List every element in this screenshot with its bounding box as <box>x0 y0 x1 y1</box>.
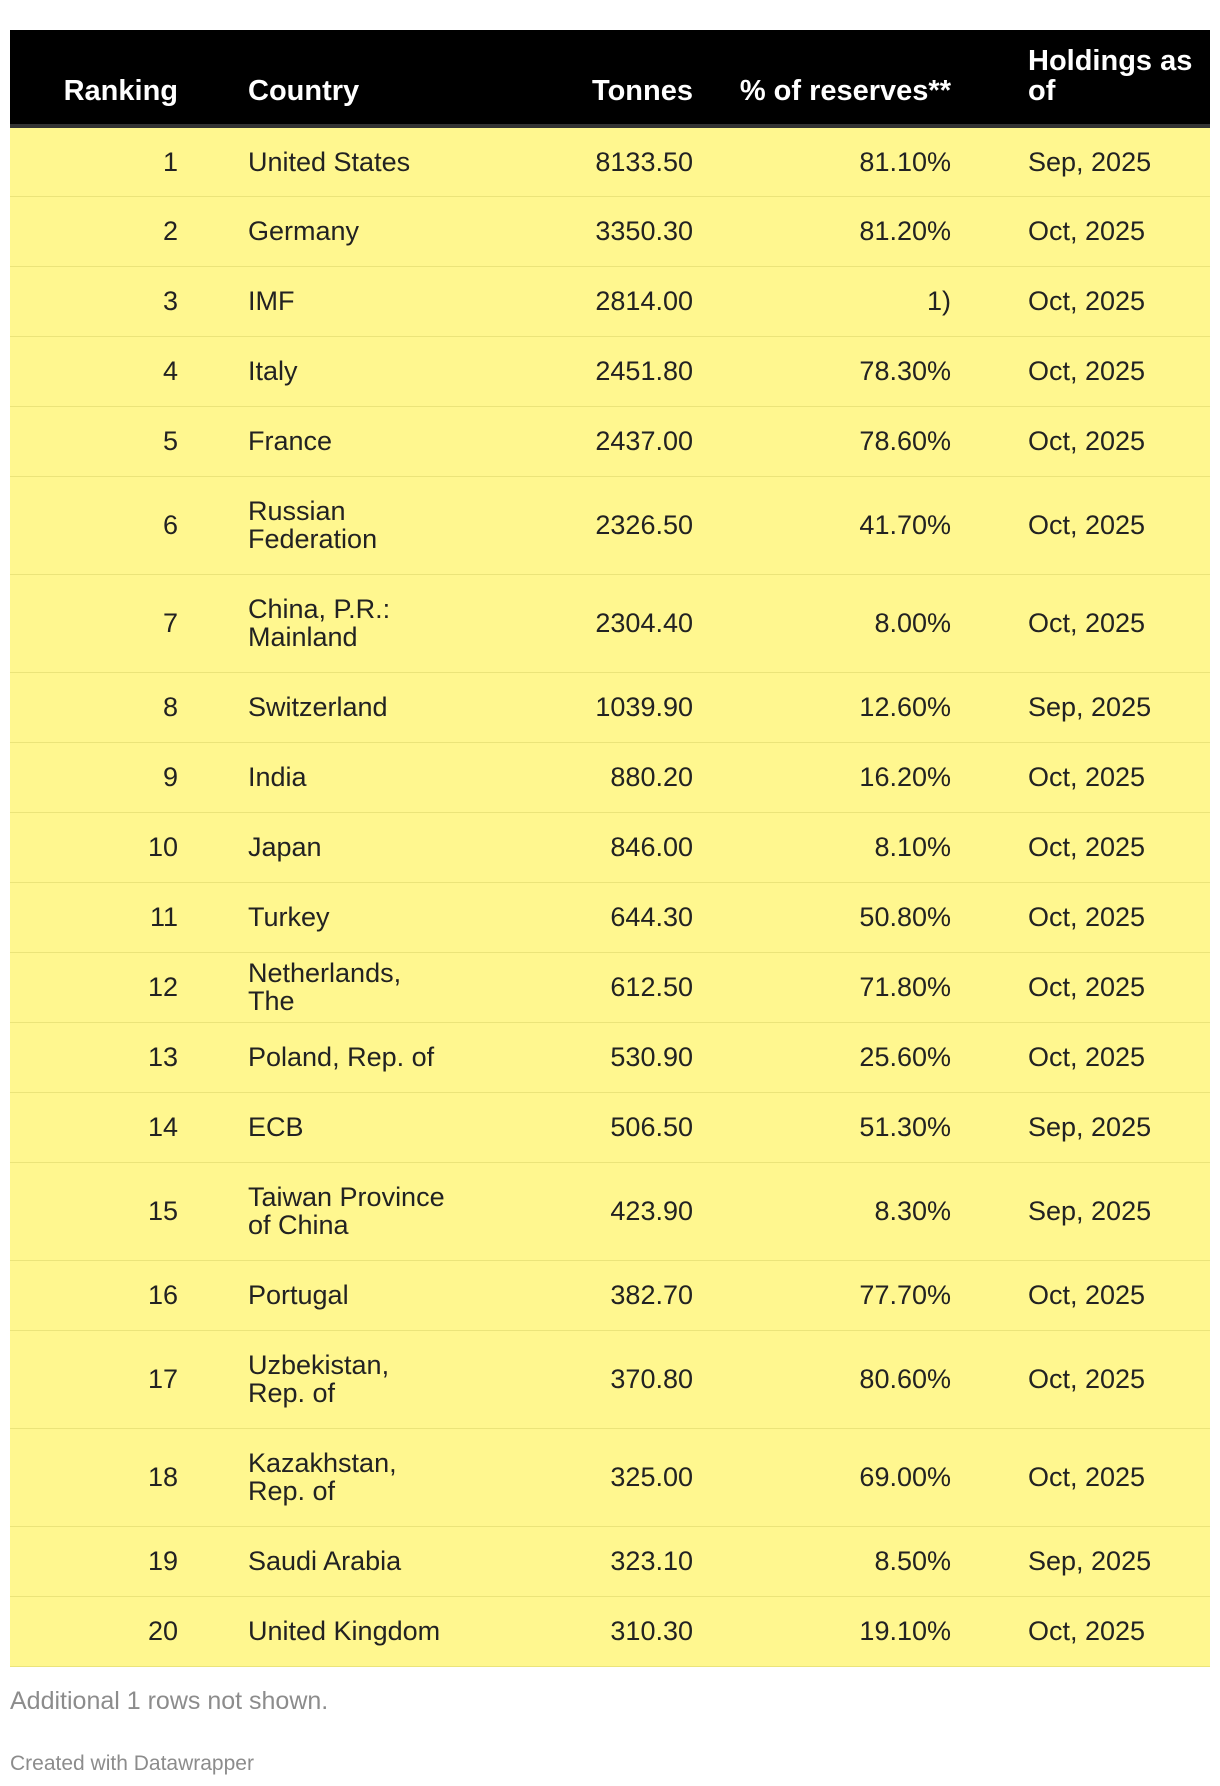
table-header-row <box>10 30 1210 126</box>
table-row <box>10 1330 1210 1428</box>
cell-ranking: 13 <box>147 1042 178 1072</box>
table-row <box>10 742 1210 812</box>
cell-percent-reserves: 80.60% <box>859 1364 951 1394</box>
cell-percent-reserves: 19.10% <box>859 1616 951 1646</box>
cell-ranking: 8 <box>162 692 178 722</box>
cell-percent-reserves: 81.10% <box>859 146 951 177</box>
cell-percent-reserves: 81.20% <box>859 216 951 246</box>
table-row <box>10 1092 1210 1162</box>
cell-percent-reserves: 71.80% <box>859 972 951 1002</box>
cell-ranking: 3 <box>162 286 178 316</box>
column-header-ranking[interactable]: Ranking <box>10 30 185 126</box>
datawrapper-credit: Created with Datawrapper <box>10 1752 254 1775</box>
cell-percent-reserves: 51.30% <box>859 1112 951 1142</box>
cell-tonnes: 325.00 <box>610 1462 693 1492</box>
cell-country: United States <box>248 146 411 177</box>
cell-ranking: 14 <box>147 1112 178 1142</box>
cell-country: United Kingdom <box>248 1616 441 1646</box>
cell-country: Uzbekistan, Rep. of <box>248 1350 390 1408</box>
cell-country: Poland, Rep. of <box>248 1042 435 1072</box>
table-row <box>10 882 1210 952</box>
cell-holdings-as-of: Sep, 2025 <box>1028 692 1152 722</box>
cell-tonnes: 323.10 <box>610 1546 693 1576</box>
cell-tonnes: 2814.00 <box>595 286 693 316</box>
cell-holdings-as-of: Oct, 2025 <box>1028 286 1146 316</box>
cell-tonnes: 310.30 <box>610 1616 693 1646</box>
cell-percent-reserves: 16.20% <box>859 762 951 792</box>
cell-country: Japan <box>248 832 322 862</box>
table-row <box>10 406 1210 476</box>
cell-ranking: 9 <box>162 762 178 792</box>
cell-holdings-as-of: Oct, 2025 <box>1028 1616 1146 1646</box>
cell-country: Germany <box>248 216 360 246</box>
table-row <box>10 196 1210 266</box>
cell-percent-reserves: 50.80% <box>859 902 951 932</box>
cell-holdings-as-of: Oct, 2025 <box>1028 902 1146 932</box>
cell-country: France <box>248 426 333 456</box>
cell-holdings-as-of: Oct, 2025 <box>1028 762 1146 792</box>
cell-holdings-as-of: Oct, 2025 <box>1028 1280 1146 1310</box>
table-row <box>10 1526 1210 1596</box>
cell-tonnes: 644.30 <box>610 902 693 932</box>
cell-tonnes: 2437.00 <box>595 426 693 456</box>
cell-holdings-as-of: Oct, 2025 <box>1028 1364 1146 1394</box>
cell-holdings-as-of: Oct, 2025 <box>1028 1462 1146 1492</box>
table-row <box>10 1022 1210 1092</box>
cell-holdings-as-of: Oct, 2025 <box>1028 356 1146 386</box>
cell-country: Portugal <box>248 1280 349 1310</box>
table-row <box>10 336 1210 406</box>
cell-tonnes: 2304.40 <box>595 608 693 638</box>
cell-percent-reserves: 25.60% <box>859 1042 951 1072</box>
cell-country: IMF <box>248 286 295 316</box>
cell-tonnes: 3350.30 <box>595 216 693 246</box>
cell-holdings-as-of: Sep, 2025 <box>1028 1546 1152 1576</box>
cell-holdings-as-of: Oct, 2025 <box>1028 832 1146 862</box>
cell-ranking: 17 <box>147 1364 178 1394</box>
table-body <box>10 126 1210 1666</box>
cell-country: Italy <box>248 356 298 386</box>
table-row <box>10 476 1210 574</box>
cell-percent-reserves: 69.00% <box>859 1462 951 1492</box>
cell-country: Russian Federation <box>248 496 378 554</box>
cell-percent-reserves: 78.60% <box>859 426 951 456</box>
cell-tonnes: 880.20 <box>610 762 693 792</box>
cell-percent-reserves: 12.60% <box>859 692 951 722</box>
cell-country: Kazakhstan, Rep. of <box>248 1448 397 1506</box>
cell-tonnes: 612.50 <box>610 972 693 1002</box>
gold-reserves-table <box>10 30 1210 1667</box>
cell-percent-reserves: 8.30% <box>874 1196 951 1226</box>
data-table-container <box>10 30 1210 1667</box>
cell-tonnes: 8133.50 <box>595 146 693 177</box>
column-header-holdings-as-of[interactable]: Holdings as of <box>965 30 1210 126</box>
cell-holdings-as-of: Oct, 2025 <box>1028 426 1146 456</box>
cell-holdings-as-of: Oct, 2025 <box>1028 608 1146 638</box>
cell-country: Switzerland <box>248 692 388 722</box>
table-row <box>10 672 1210 742</box>
cell-holdings-as-of: Sep, 2025 <box>1028 1196 1152 1226</box>
cell-ranking: 18 <box>147 1462 178 1492</box>
cell-percent-reserves: 8.50% <box>874 1546 951 1576</box>
cell-ranking: 11 <box>149 902 178 932</box>
cell-ranking: 7 <box>162 608 178 638</box>
cell-ranking: 5 <box>162 426 178 456</box>
cell-percent-reserves: 78.30% <box>859 356 951 386</box>
cell-country: Turkey <box>248 902 330 932</box>
table-row <box>10 574 1210 672</box>
table-row <box>10 1260 1210 1330</box>
cell-percent-reserves: 8.10% <box>874 832 951 862</box>
cell-percent-reserves: 77.70% <box>859 1280 951 1310</box>
cell-tonnes: 370.80 <box>610 1364 693 1394</box>
cell-holdings-as-of: Sep, 2025 <box>1028 1112 1152 1142</box>
cell-ranking: 16 <box>147 1280 178 1310</box>
table-row <box>10 952 1210 1022</box>
cell-tonnes: 846.00 <box>610 832 693 862</box>
cell-country: Netherlands, The <box>248 958 402 1016</box>
cell-country: ECB <box>248 1112 304 1142</box>
cell-tonnes: 382.70 <box>610 1280 693 1310</box>
cell-ranking: 19 <box>147 1546 178 1576</box>
cell-tonnes: 506.50 <box>610 1112 693 1142</box>
cell-ranking: 2 <box>162 216 178 246</box>
table-row <box>10 1162 1210 1260</box>
table-row <box>10 126 1210 196</box>
rows-not-shown-note: Additional 1 rows not shown. <box>10 1687 329 1715</box>
cell-tonnes: 2451.80 <box>595 356 693 386</box>
table-row <box>10 1596 1210 1666</box>
cell-ranking: 15 <box>147 1196 178 1226</box>
column-header-percent-reserves[interactable]: % of reserves** <box>700 30 965 126</box>
cell-tonnes: 2326.50 <box>595 510 693 540</box>
cell-holdings-as-of: Oct, 2025 <box>1028 216 1146 246</box>
table-row <box>10 1428 1210 1526</box>
cell-ranking: 12 <box>147 972 178 1002</box>
table-row <box>10 812 1210 882</box>
cell-tonnes: 530.90 <box>610 1042 693 1072</box>
cell-tonnes: 1039.90 <box>595 692 693 722</box>
cell-country: Taiwan Province of China <box>248 1182 445 1240</box>
table-row <box>10 266 1210 336</box>
cell-percent-reserves: 8.00% <box>874 608 951 638</box>
column-header-country[interactable]: Country <box>185 30 465 126</box>
cell-percent-reserves: 41.70% <box>859 510 951 540</box>
cell-country: Saudi Arabia <box>248 1546 402 1576</box>
cell-ranking: 6 <box>162 510 178 540</box>
cell-ranking: 4 <box>162 356 178 386</box>
cell-holdings-as-of: Oct, 2025 <box>1028 510 1146 540</box>
cell-holdings-as-of: Oct, 2025 <box>1028 972 1146 1002</box>
cell-ranking: 10 <box>147 832 178 862</box>
cell-ranking: 1 <box>162 146 178 177</box>
cell-holdings-as-of: Oct, 2025 <box>1028 1042 1146 1072</box>
cell-percent-reserves: 1) <box>926 286 951 316</box>
cell-country: India <box>248 762 307 792</box>
cell-country: China, P.R.: Mainland <box>248 594 391 652</box>
cell-ranking: 20 <box>147 1616 178 1646</box>
cell-tonnes: 423.90 <box>610 1196 693 1226</box>
column-header-tonnes[interactable]: Tonnes <box>465 30 700 126</box>
cell-holdings-as-of: Sep, 2025 <box>1028 146 1152 177</box>
